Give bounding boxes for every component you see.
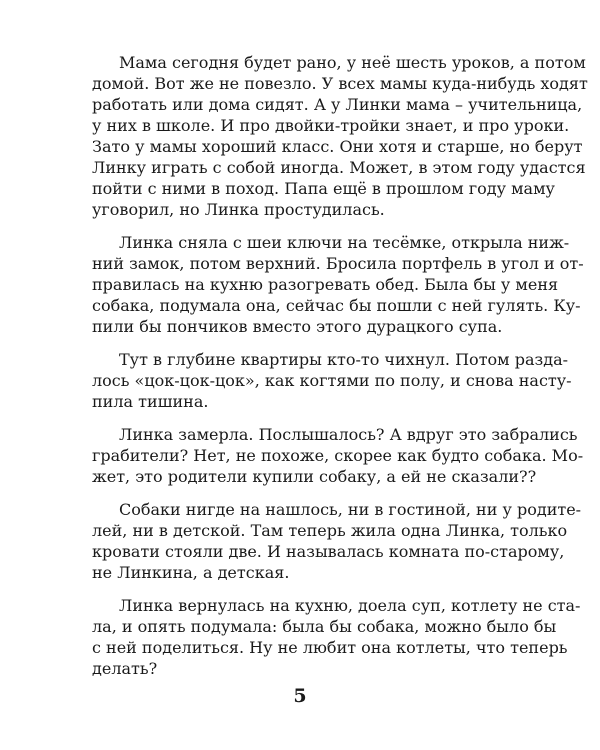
text-line: у них в школе. И про двойки-тройки знает, и про уроки. [92, 116, 570, 135]
text-line: правилась на кухню разогревать обед. Была бы у меня [92, 275, 559, 294]
paragraph-6 [92, 595, 581, 679]
text-line: ла, и опять подумала: была бы собака, можно было бы [92, 617, 557, 636]
text-line: Мама сегодня будет рано, у неё шесть уроков, а потом [119, 53, 586, 72]
text-line: с ней поделиться. Ну не любит она котлеты, что теперь [92, 638, 568, 657]
text-line: Линку играть с собой иногда. Может, в этом году удастся [92, 158, 586, 177]
text-line: жет, это родители купили собаку, а ей не сказали?? [92, 467, 537, 486]
text-line: Собаки нигде на нашлось, ни в гостиной, ни у родите- [119, 500, 582, 519]
page-number: 5 [293, 685, 307, 707]
paragraph-1 [92, 52, 588, 220]
text-line: Линка вернулась на кухню, доела суп, котлету не ста- [119, 596, 581, 615]
paragraph-3 [92, 349, 572, 412]
text-line: домой. Вот же не повезло. У всех мамы куда-нибудь ходят [92, 74, 588, 93]
body-text [92, 52, 588, 679]
text-line: Тут в глубине квартиры кто-то чихнул. Потом разда- [119, 350, 569, 369]
text-line: пила тишина. [92, 392, 209, 411]
text-line: Зато у мамы хороший класс. Они хотя и старше, но берут [92, 137, 583, 156]
paragraph-4 [92, 424, 584, 487]
text-line: пили бы пончиков вместо этого дурацкого супа. [92, 317, 503, 336]
text-line: лей, ни в детской. Там теперь жила одна Линка, только [92, 521, 568, 540]
text-line: Линка сняла с шеи ключи на тесёмке, открыла ниж- [119, 233, 570, 252]
paragraph-5 [92, 499, 582, 583]
paragraph-2 [92, 232, 584, 337]
text-line: делать? [92, 659, 158, 678]
text-line: Линка замерла. Послышалось? А вдруг это забрались [119, 425, 578, 444]
text-line: лось «цок-цок-цок», как когтями по полу, и снова насту- [92, 371, 572, 390]
text-line: пойти с ними в поход. Папа ещё в прошлом году маму [92, 179, 555, 198]
text-line: уговорил, но Линка простудилась. [92, 200, 385, 219]
text-line: кровати стояли две. И называлась комната по-старому, [92, 542, 565, 561]
text-line: не Линкина, а детская. [92, 563, 290, 582]
text-line: грабители? Нет, не похоже, скорее как будто собака. Мо- [92, 446, 584, 465]
text-line: собака, подумала она, сейчас бы пошли с ней гулять. Ку- [92, 296, 581, 315]
text-line: работать или дома сидят. А у Линки мама – учительница, [92, 95, 583, 114]
text-line: ний замок, потом верхний. Бросила портфель в угол и от- [92, 254, 584, 273]
